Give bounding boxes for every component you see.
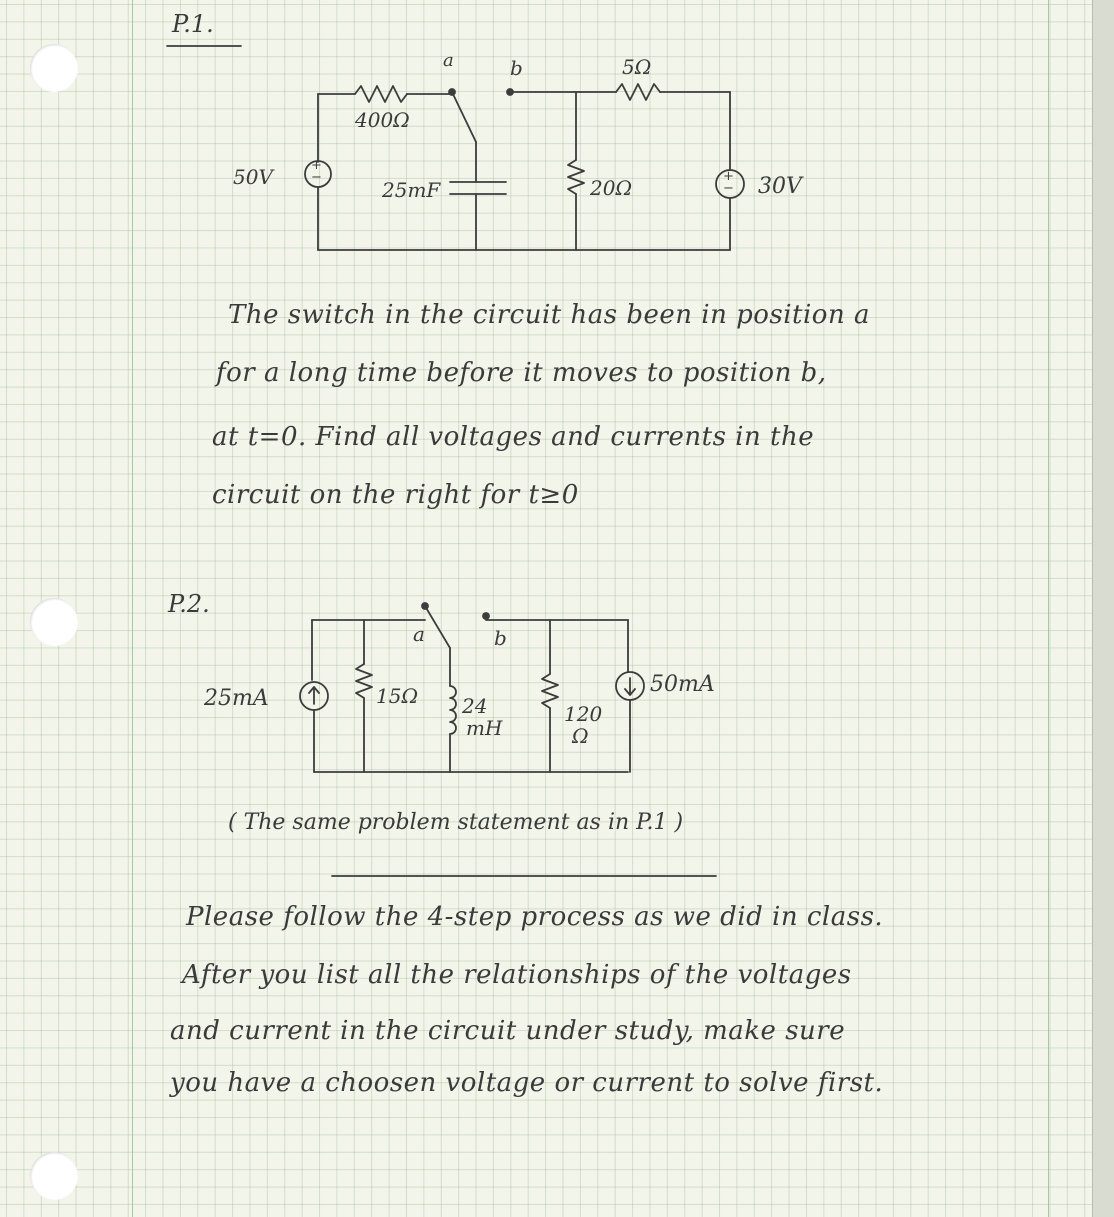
p1-statement-line-3: at t=0. Find all voltages and currents in the xyxy=(212,422,815,452)
margin-line-right xyxy=(1048,0,1049,1217)
p1-capacitor-label: 25mF xyxy=(382,178,441,202)
p2-note: ( The same problem statement as in P.1 ) xyxy=(228,810,684,835)
instructions-line-2: After you list all the relationships of the voltages xyxy=(182,960,852,990)
p1-statement-line-1: The switch in the circuit has been in position a xyxy=(228,300,870,330)
problem2-heading: P.2. xyxy=(168,590,210,618)
p2-inductor-value: 24 xyxy=(462,694,488,718)
p1-r-shunt-label: 20Ω xyxy=(590,176,633,200)
p1-statement-line-4: circuit on the right for t≥0 xyxy=(212,480,579,510)
instructions-line-4: you have a choosen voltage or current to solve first. xyxy=(170,1068,884,1098)
heading-underline xyxy=(165,42,245,52)
p2-source-right-label: 50mA xyxy=(650,672,715,697)
margin-line-left xyxy=(132,0,133,1217)
page-edge xyxy=(1092,0,1114,1217)
instructions-line-1: Please follow the 4-step process as we did in class. xyxy=(186,902,884,932)
p2-r2-unit: Ω xyxy=(572,724,589,748)
circuit-p1 xyxy=(300,70,820,270)
p2-r1-label: 15Ω xyxy=(376,684,419,708)
p2-node-a-label: a xyxy=(413,622,425,646)
binder-hole xyxy=(30,1152,78,1200)
p1-source-left-polarity: + − xyxy=(311,158,322,185)
p1-source-left-label: 50V xyxy=(233,165,273,189)
instructions-line-3: and current in the circuit under study, make sure xyxy=(170,1016,846,1046)
binder-hole xyxy=(30,598,78,646)
p1-r-series-label: 400Ω xyxy=(355,108,410,132)
p1-statement-line-2: for a long time before it moves to position b, xyxy=(216,358,827,388)
p1-node-a-label: a xyxy=(443,50,454,71)
p1-source-right-label: 30V xyxy=(758,174,802,199)
p1-node-b-label: b xyxy=(510,56,523,80)
problem1-heading: P.1. xyxy=(172,10,214,38)
circuit-p2 xyxy=(300,590,660,780)
p2-inductor-unit: mH xyxy=(466,716,503,740)
p2-node-b-label: b xyxy=(494,626,507,650)
p1-r-top-label: 5Ω xyxy=(622,55,652,79)
p2-source-left-label: 25mA xyxy=(204,686,269,711)
p2-r2-value: 120 xyxy=(564,702,603,726)
binder-hole xyxy=(30,44,78,92)
section-divider xyxy=(330,872,730,882)
p1-source-right-polarity: + − xyxy=(723,169,734,196)
